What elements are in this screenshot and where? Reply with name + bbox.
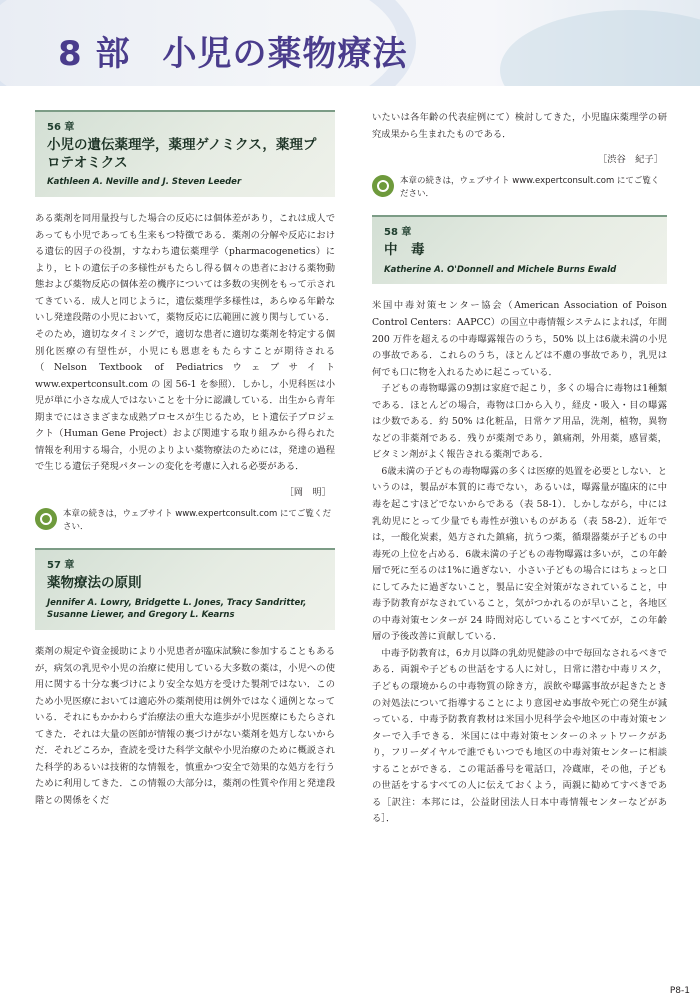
part-number: 8 部 — [58, 34, 131, 74]
web-link-icon — [35, 508, 57, 530]
chapter-58-body: 米国中毒対策センター協会（American Association of Poison Control Centers：AAPCC）の国立中毒情報システムによれば，年間 200 万件を超えるの中毒曝露報告のうち，50% 以上は6歳未満の小児の事故である．これらのうち，ほとんどは不慮の事故であり，乳児は何でも口に物を入れるために起こっている． 子どもの毒物曝露の9割は家庭で起こり，多くの場合に毒物は1種類である．ほとんどの場合，毒物は口から入り，経皮・吸入・目の曝露は少数である．約 50% は化粧品，日常ケア用品，洗剤，植物，異物などの非薬剤である．残りが薬剤であり，鎮痛剤，外用薬，感冒薬，ビタミン剤がよく報告される薬剤である． 6歳未満の子どもの毒物曝露の多くは医療的処置を必要としない．というのは，製品が本質的に毒でない，あるいは，曝露量が臨床的に中毒を起こすほどでないからである（表 58-1）．しかしながら，中には乳幼児にとって少量でも毒性が強いものがある（表 58-2）．近年では，一酸化炭素，処方された鎮痛，抗うつ薬，循環器薬が子どもの中毒死の上位を占める．6歳未満の子どもの毒物曝露は多いが，この年齢層で死に至るのは1%に過ぎない．小さい子どもの場合にはちょっと口にしてみたに過ぎないこと，製品に安全対策がなされていること，中毒予防教育がなされていること，気がつかれるのが早いこと，各地区の中毒対策センターが 24 時間対応していることすべてが，この年齢層の予後改善に貢献している． 中毒予防教育は，6カ月以降の乳幼児健診の中で毎回なされるべきである．両親や子どもの世話をする人に対し，日常に潜む中毒リスク，子どもの環境からの中毒物質の除き方，誤飲や曝露事故が起きたときの対処法について指導することにより意図せぬ事故や死亡の発生が減っている．中毒予防教育教材は米国小児科学会や地区の中毒対策センターで入手できる．米国には中毒対策センターのネットワークがあり，フリーダイヤルで誰でもいつでも地区の中毒対策センターに相談することができる．この電話番号を電話口，冷蔵庫，その他，子どもの世話をするすべての人に伝えておくよう，両親に勧めてすべきである［訳注：本邦には，公益財団法人日本中毒情報センターなどがある］． — [372, 300, 667, 825]
chapter-authors: Katherine A. O'Donnell and Michele Burns Ewald — [384, 264, 617, 275]
web-note-text[interactable]: 本章の続きは，ウェブサイト www.expertconsult.com にてご覧ください． — [400, 176, 660, 200]
part-banner — [0, 0, 700, 86]
web-link-icon — [372, 175, 394, 197]
chapter-57-body-continued: いたいは各年齢の代表症例にて）検討してきた，小児臨床薬理学の研究成果から生まれたものである． — [372, 112, 667, 140]
chapter-authors: Kathleen A. Neville and J. Steven Leeder — [47, 177, 242, 188]
translator-signature: ［渋谷 紀子］ — [597, 154, 663, 166]
chapter-number: 57 章 — [47, 560, 75, 572]
part-name: 小児の薬物療法 — [162, 34, 408, 74]
chapter-57-body: 薬剤の規定や資金援助により小児患者が臨床試験に参加することもあるが，病気の乳児や小児の治療に使用している大多数の薬は，小児への使用に関する十分な裏づけにより安全な処方を受けた製剤ではない．このため小児医療においては適応外の薬剤使用は例外ではなく通例となっている．それにもかかわらず治療法の重大な進歩が小児医療にもたらされてきた．それは大量の医師が情報の裏づけがない薬剤を処方しないからだ．それどころか，査読を受けた科学文献や小児治療のために概説された科学的あるいは技術的な情報を，慎重かつ安全で効果的な処方を行うために利用してきた．この情報の大部分は，薬剤の性質や作用と発達段階との関係をくだ — [35, 646, 335, 806]
chapter-56-header — [35, 110, 335, 197]
web-note-text[interactable]: 本章の続きは，ウェブサイト www.expertconsult.com にてご覧ください． — [63, 508, 331, 533]
chapter-number: 58 章 — [384, 227, 412, 239]
chapter-title: 薬物療法の原則 — [47, 575, 142, 592]
chapter-authors: Jennifer A. Lowry, Bridgette L. Jones, Tracy Sandritter, Susanne Liewer, and Gregory L. Kearns — [47, 597, 307, 621]
chapter-56-body: ある薬剤を同用量投与した場合の反応には個体差があり，これは成人であっても小児であっても生来もつ特徴である．薬剤の分解や反応における遺伝的因子の役割，すなわち遺伝薬理学（pharmacogenetics）により，ヒトの遺伝子の多様性がもたらし得る個々の患者における薬物動態および薬物反応の個体差の機序については多数の実例をもって示されてきている．成人と同じように，遺伝薬理学多様性は，あらゆる年齢ないし発達段階の小児において，薬物反応に広範囲に渡り関与している．そのため，適切なタイミングで，適切な患者に適切な薬剤を特定する個別化医療の有望性が，小児にも恩恵をもたらすことが期待される（Nelson Textbook of Pediatricsウェブサイト www.expertconsult.com の 図 56-1 を参照）．しかし，小児科医は小児が単に小さな成人ではないことを十分に認識している．出生から青年期までにはさまざまな成熟プロセスが生じるため，ヒト遺伝子プロジェクト（Human Gene Project）および関連する取り組みから得られた情報を利用する場合，小児のよりよい薬物療法のためには，発達の過程で生じる遺伝子発現パターンの変化を考慮に入れる必要がある． — [35, 213, 335, 473]
chapter-title: 小児の遺伝薬理学，薬理ゲノミクス，薬理プロテオミクス — [47, 137, 317, 172]
chapter-number: 56 章 — [47, 122, 75, 133]
right-column — [372, 110, 667, 828]
web-continuation-note — [35, 508, 335, 534]
chapter-58-header — [372, 215, 667, 284]
chapter-title: 中 毒 — [384, 242, 425, 259]
part-title — [58, 26, 408, 75]
page-number: P8-1 — [669, 986, 690, 996]
banner-decoration — [500, 10, 700, 86]
web-continuation-note — [372, 175, 667, 201]
translator-signature: ［岡 明］ — [284, 486, 331, 498]
left-column — [35, 110, 335, 809]
chapter-57-header — [35, 548, 335, 630]
